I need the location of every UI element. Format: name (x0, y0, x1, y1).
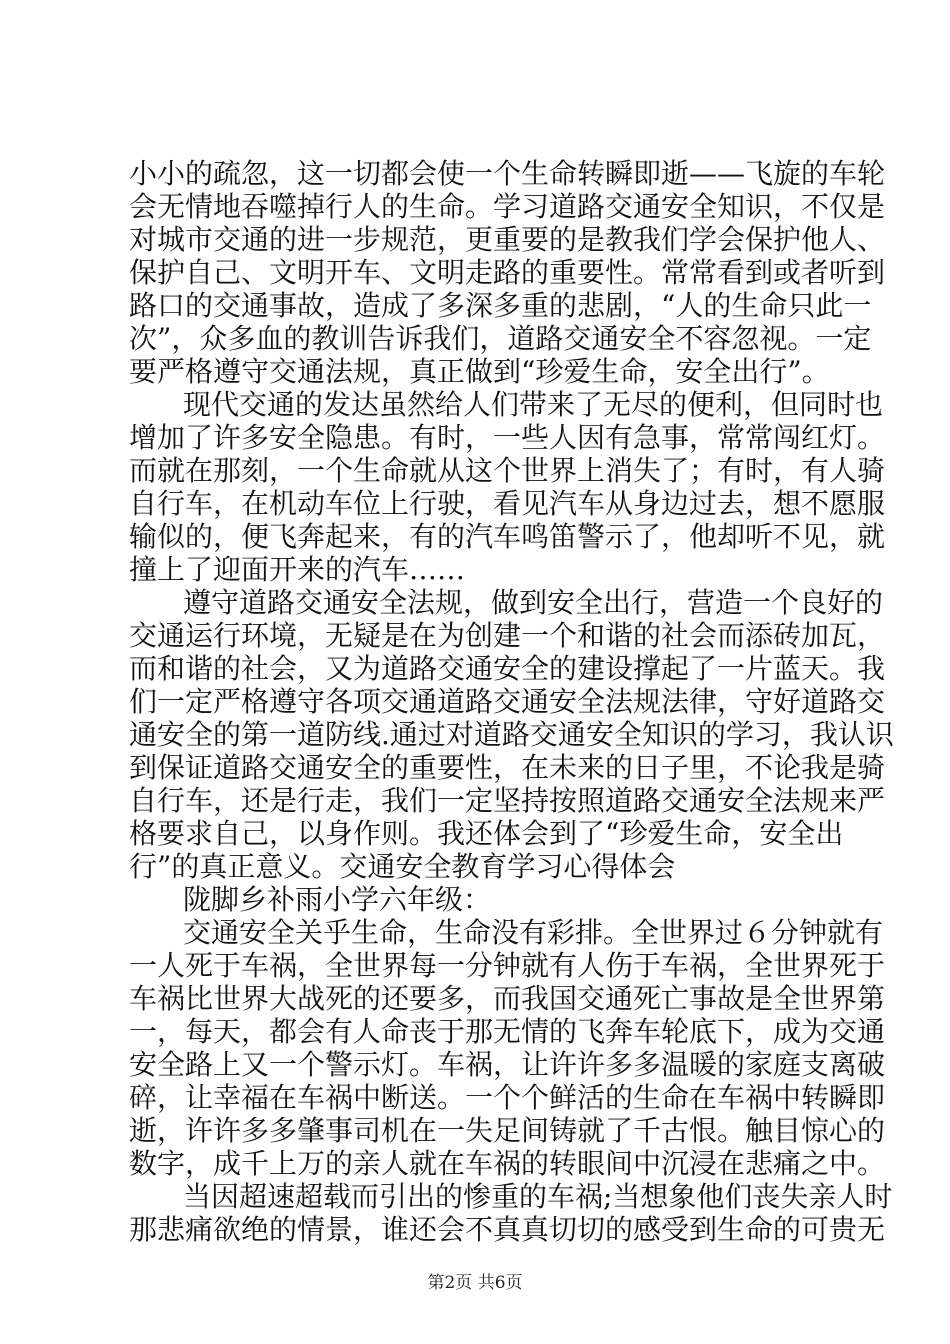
text-line: 一，每天，都会有人命丧于那无情的飞奔车轮底下，成为交通 (129, 1015, 886, 1048)
text-line: 到保证道路交通安全的重要性，在未来的日子里，不论我是骑 (129, 751, 886, 784)
text-line: 自行车，在机动车位上行驶，看见汽车从身边过去，想不愿服 (129, 487, 886, 520)
text-line: 逝，许许多多肇事司机在一失足间铸就了千古恨。触目惊心的 (129, 1114, 886, 1147)
text-line: 陇脚乡补雨小学六年级： (183, 883, 492, 916)
text-line: 数字，成千上万的亲人就在车祸的转眼间中沉浸在悲痛之中。 (129, 1147, 886, 1180)
text-line: 而就在那刻，一个生命就从这个世界上消失了；有时，有人骑 (129, 454, 886, 487)
text-line: 格要求自己，以身作则。我还体会到了“珍爱生命，安全出 (129, 817, 844, 850)
text-line: 次”，众多血的教训告诉我们，道路交通安全不容忽视。一定 (129, 322, 872, 355)
text-line: 会无情地吞噬掉行人的生命。学习道路交通安全知识，不仅是 (129, 190, 886, 223)
text-line: 们一定严格遵守各项交通道路交通安全法规法律，守好道路交 (129, 685, 886, 718)
text-line: 当因超速超载而引出的惨重的车祸;当想象他们丧失亲人时 (183, 1180, 893, 1213)
text-line: 交通安全关乎生命，生命没有彩排。全世界过６分钟就有 (183, 916, 884, 949)
text-line: 而和谐的社会，又为道路交通安全的建设撑起了一片蓝天。我 (129, 652, 886, 685)
text-line: 自行车，还是行走，我们一定坚持按照道路交通安全法规来严 (129, 784, 886, 817)
text-line: 输似的，便飞奔起来，有的汽车鸣笛警示了，他却听不见，就 (129, 520, 886, 553)
text-line: 车祸比世界大战死的还要多，而我国交通死亡事故是全世界第 (129, 982, 886, 1015)
text-line: 那悲痛欲绝的情景，谁还会不真真切切的感受到生命的可贵无 (129, 1213, 886, 1246)
text-line: 对城市交通的进一步规范，更重要的是教我们学会保护他人、 (129, 223, 886, 256)
page-footer: 第2页 共6页 (427, 1273, 523, 1293)
text-line: 碎，让幸福在车祸中断送。一个个鲜活的生命在车祸中转瞬即 (129, 1081, 886, 1114)
text-line: 保护自己、文明开车、文明走路的重要性。常常看到或者听到 (129, 256, 886, 289)
text-line: 遵守道路交通安全法规，做到安全出行，营造一个良好的 (183, 586, 884, 619)
text-line: 小小的疏忽，这一切都会使一个生命转瞬即逝——飞旋的车轮 (129, 157, 886, 190)
text-line: 一人死于车祸，全世界每一分钟就有人伤于车祸，全世界死于 (129, 949, 886, 982)
text-line: 撞上了迎面开来的汽车…… (129, 553, 466, 586)
text-line: 路口的交通事故，造成了多深多重的悲剧，“人的生命只此一 (129, 289, 872, 322)
text-line: 要严格遵守交通法规，真正做到“珍爱生命，安全出行”。 (129, 355, 830, 388)
text-line: 安全路上又一个警示灯。车祸，让许许多多温暖的家庭支离破 (129, 1048, 886, 1081)
text-line: 通安全的第一道防线.通过对道路交通安全知识的学习，我认识 (129, 718, 894, 751)
text-line: 现代交通的发达虽然给人们带来了无尽的便利，但同时也 (183, 388, 884, 421)
text-line: 增加了许多安全隐患。有时，一些人因有急事，常常闯红灯。 (129, 421, 886, 454)
text-line: 行”的真正意义。交通安全教育学习心得体会 (129, 850, 676, 883)
text-line: 交通运行环境，无疑是在为创建一个和谐的社会而添砖加瓦， (129, 619, 886, 652)
